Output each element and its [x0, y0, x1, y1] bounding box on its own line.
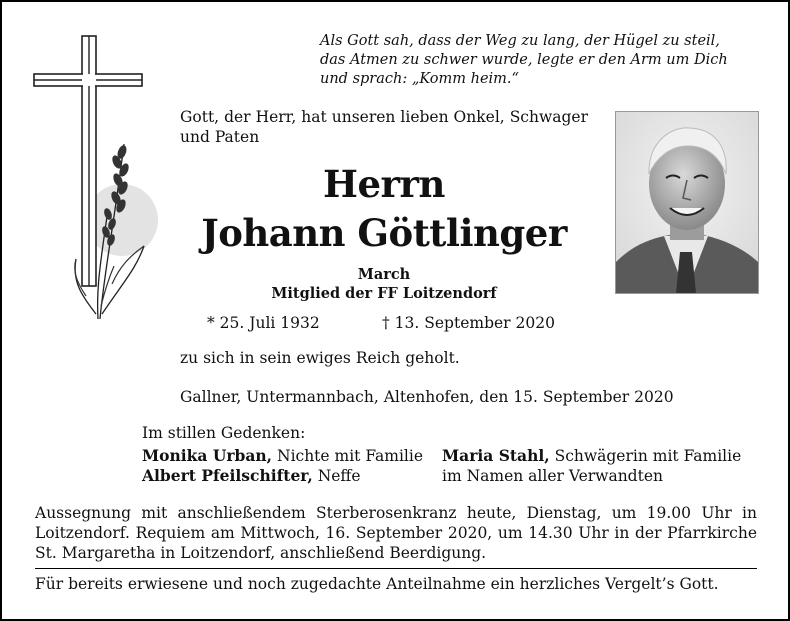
place: March: [357, 266, 411, 283]
mourner-row: [142, 446, 423, 466]
mourner-row: [442, 446, 741, 466]
death-date: † 13. September 2020: [382, 314, 555, 332]
mourner-relation: im Namen aller Verwandten: [442, 467, 663, 485]
quote-line-3: und sprach: „Komm heim.“: [320, 71, 519, 87]
intro-text: Gott, der Herr, hat unseren lieben Onkel, Schwager und Paten: [180, 108, 588, 146]
service-info: Aussegnung mit anschließendem Sterberosenkranz heute, Dienstag, um 19.00 Uhr in Loitzendorf. Requiem am Mittwoch, 16. September 2020, um 14.30 Uhr in der Pfarrkirche St. Margaretha in Loitzendorf, anschließend Beerdigung.: [35, 504, 757, 562]
membership: Mitglied der FF Loitzendorf: [271, 285, 497, 302]
divider: [35, 568, 757, 569]
cross-with-wheat-icon: [32, 34, 162, 324]
mourner-relation: Nichte mit Familie: [277, 447, 424, 465]
mourner-relation: Schwägerin mit Familie: [554, 447, 742, 465]
mourner-relation: Neffe: [317, 467, 361, 485]
mourner-name: Albert Pfeilschifter,: [142, 466, 313, 485]
salutation: Herrn: [323, 162, 445, 206]
mourners-right-column: [442, 446, 741, 486]
quote-line-2: das Atmen zu schwer wurde, legte er den Arm um Dich: [320, 52, 728, 68]
mourners-heading: Im stillen Gedenken:: [142, 424, 306, 442]
passage-text: zu sich in sein ewiges Reich geholt.: [180, 349, 460, 367]
quote-line-1: Als Gott sah, dass der Weg zu lang, der Hügel zu steil,: [320, 33, 720, 49]
portrait-photo: [615, 111, 759, 294]
thanks-text: Für bereits erwiesene und noch zugedachte Anteilnahme ein herzliches Vergelt’s Gott.: [35, 575, 719, 593]
mourner-name: Monika Urban,: [142, 446, 273, 465]
deceased-name: Johann Göttlinger: [201, 211, 567, 255]
opening-quote: [320, 32, 760, 89]
mourner-name: Maria Stahl,: [442, 446, 550, 465]
mourners-left-column: [142, 446, 423, 486]
mourner-row: [142, 466, 423, 486]
birth-date: * 25. Juli 1932: [207, 314, 320, 332]
mourner-row: [442, 466, 741, 486]
location-date: Gallner, Untermannbach, Altenhofen, den 15. September 2020: [180, 388, 674, 406]
